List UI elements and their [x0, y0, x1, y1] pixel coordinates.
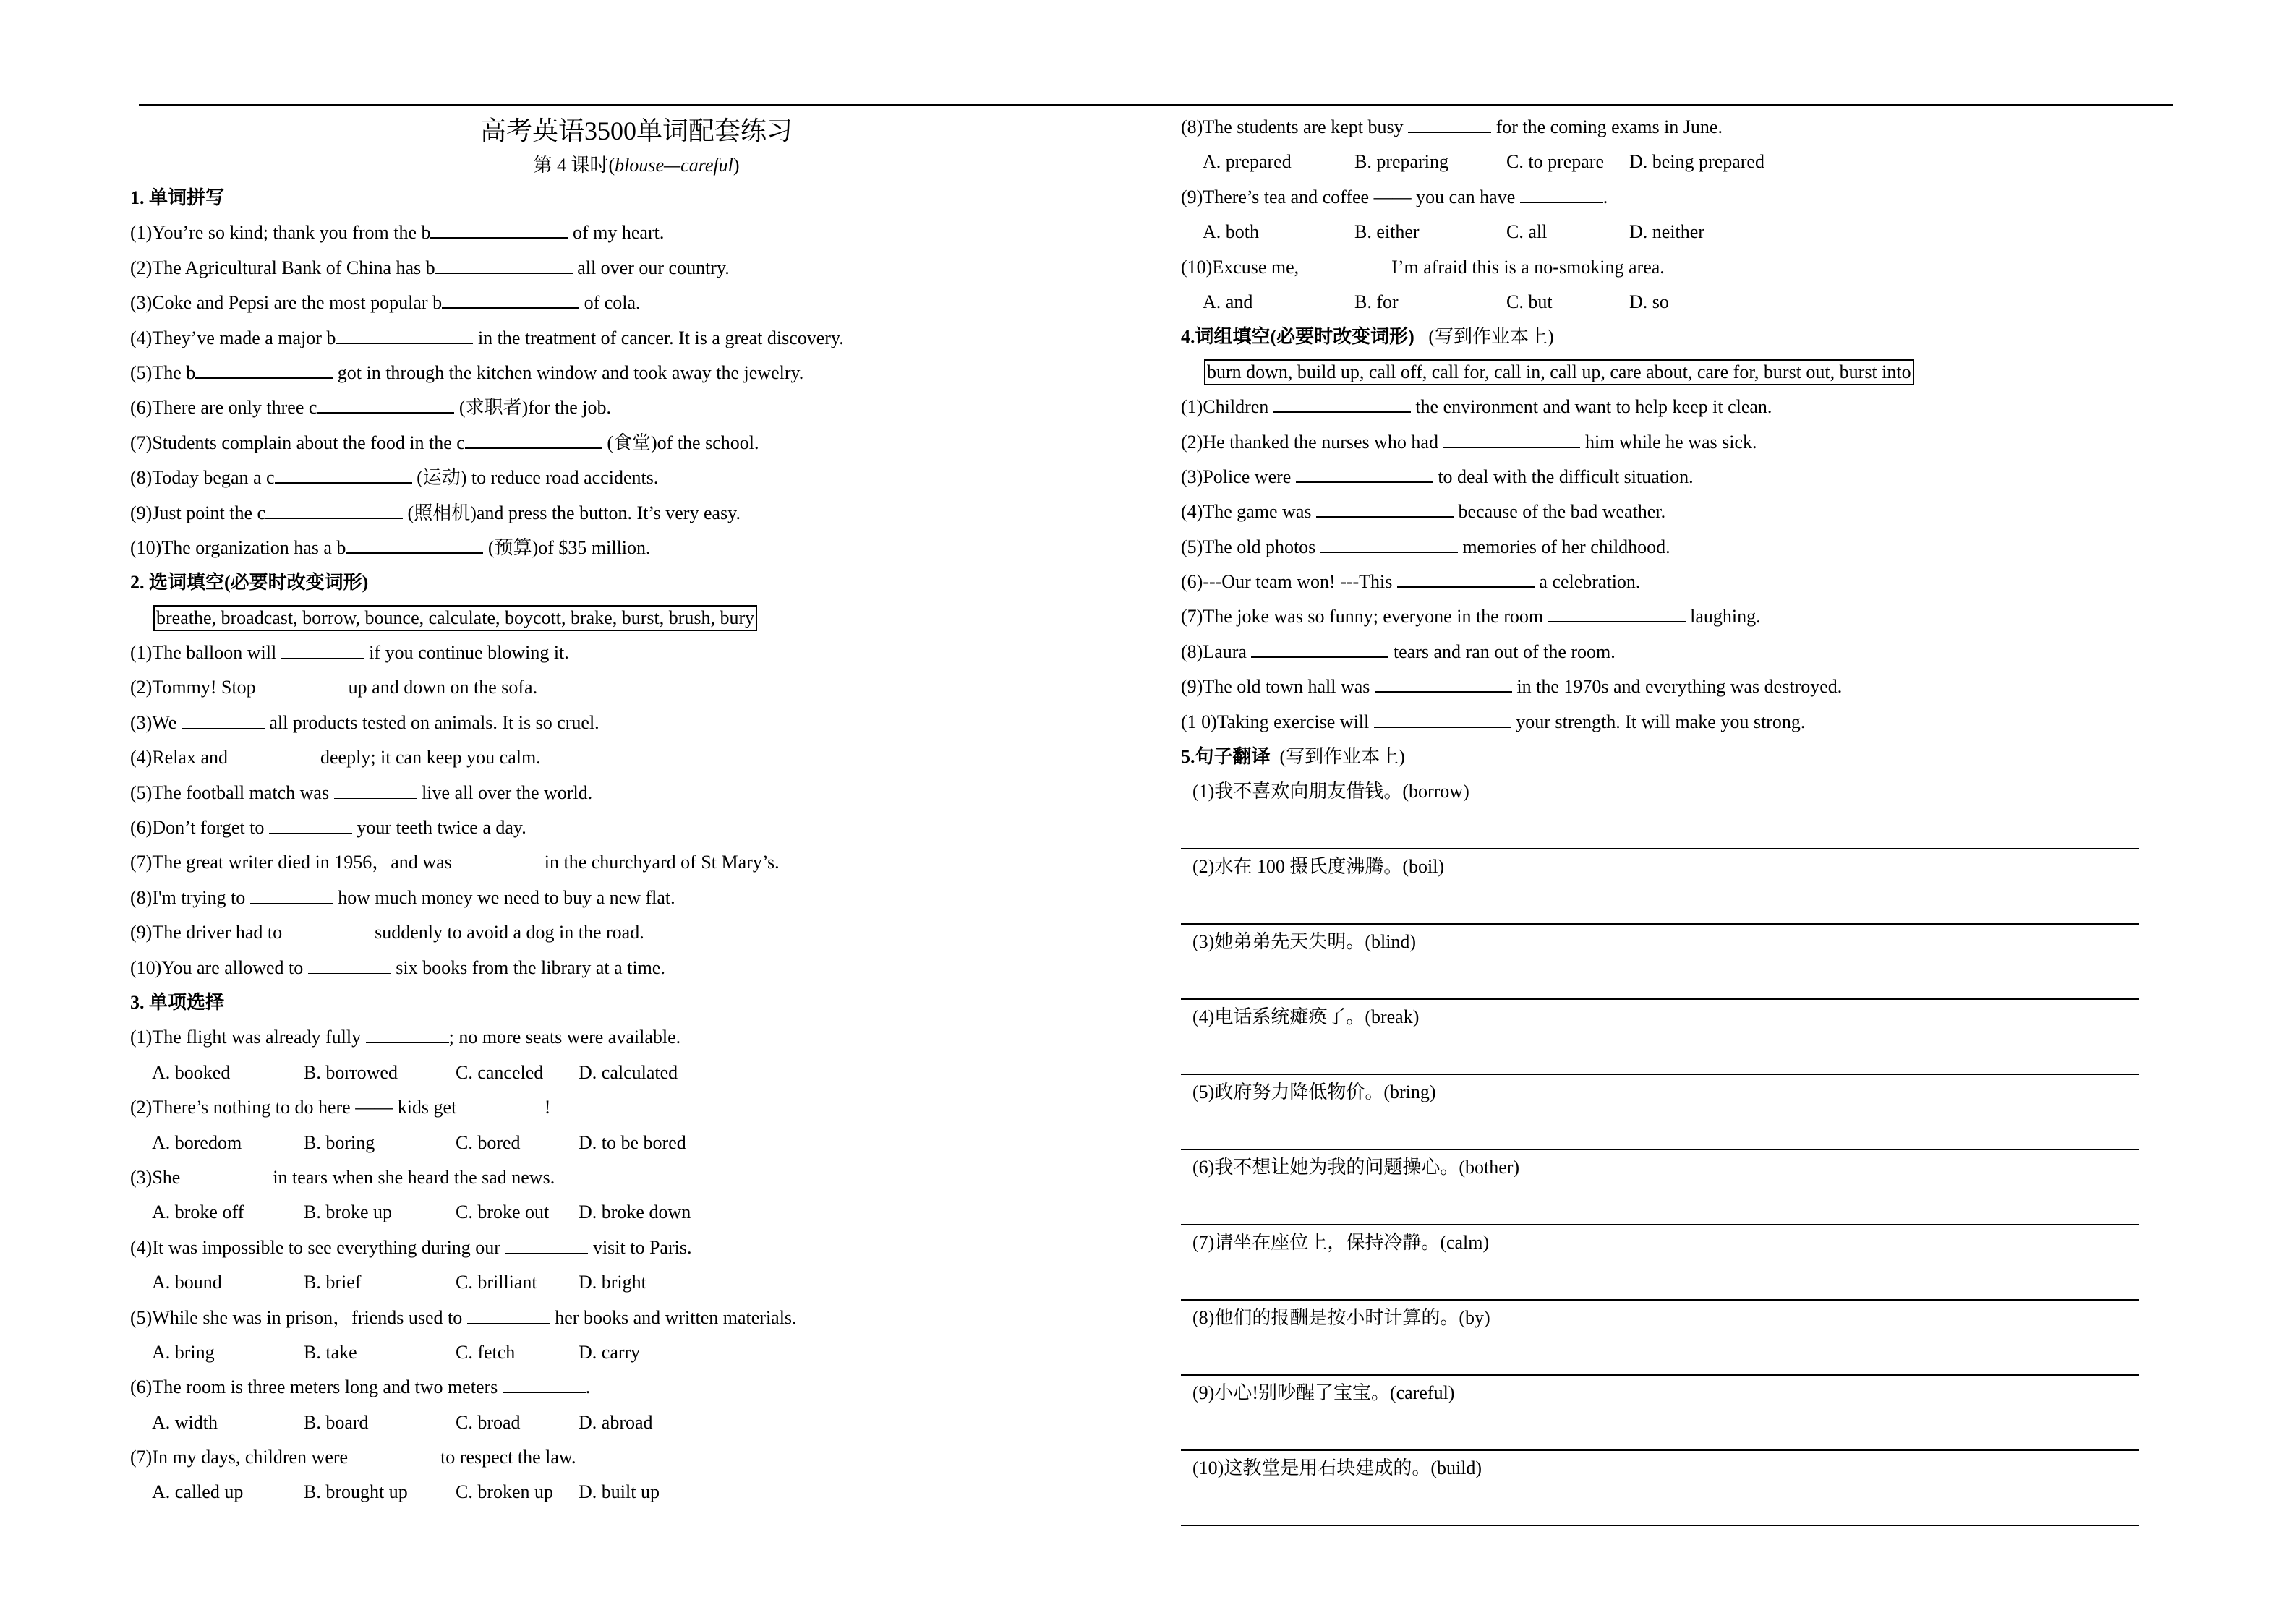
question-text: (8)Today began a c — [130, 467, 275, 489]
question-text-end: got in through the kitchen window and took away the jewelry. — [333, 361, 804, 383]
choice-option[interactable]: D. being prepared — [1629, 151, 1764, 173]
question-text-end: her books and written materials. — [550, 1306, 797, 1328]
answer-blank[interactable] — [308, 954, 391, 974]
choice-option[interactable]: B. take — [304, 1341, 357, 1363]
answer-blank[interactable] — [467, 1304, 550, 1324]
answer-blank[interactable] — [430, 218, 568, 239]
question-text: (2)The Agricultural Bank of China has b — [130, 257, 435, 278]
choice-option[interactable]: D. calculated — [579, 1061, 678, 1083]
question-text: (2)He thanked the nurses who had — [1181, 431, 1443, 453]
choice-question — [1181, 110, 2150, 145]
choice-option[interactable]: A. and — [1203, 291, 1253, 312]
choice-question — [130, 1230, 1143, 1265]
word-fill-question — [130, 881, 1143, 915]
question-text: (10)You are allowed to — [130, 956, 308, 978]
question-text: (7)Students complain about the food in the c — [130, 432, 465, 453]
word-fill-question — [130, 740, 1143, 775]
question-text: (2)There’s nothing to do here —— kids get — [130, 1097, 461, 1118]
choice-option[interactable]: D. carry — [579, 1341, 641, 1363]
choice-question — [130, 1440, 1143, 1475]
translation-prompt: (7)请坐在座位上，保持冷静。(calm) — [1192, 1232, 1490, 1254]
right-column — [1181, 110, 2150, 1526]
section-heading-choice: 3. 单项选择 — [130, 991, 225, 1013]
spelling-question — [130, 286, 1143, 320]
answer-blank[interactable] — [185, 1164, 268, 1183]
question-text-end: live all over the world. — [417, 781, 593, 803]
phrase-bank-box: burn down, build up, call off, call for, call in, call up, care about, care for, burst out, burst into — [1204, 359, 1914, 385]
question-text-end: (照相机)and press the button. It’s very easy. — [403, 502, 741, 523]
choice-option[interactable]: B. borrowed — [304, 1061, 398, 1083]
spelling-question — [130, 496, 1143, 531]
question-text: (7)In my days, children were — [130, 1447, 353, 1468]
choice-options — [1181, 285, 2150, 320]
answer-blank[interactable] — [1251, 638, 1388, 658]
question-text: (6)The room is three meters long and two meters — [130, 1376, 503, 1398]
choice-option[interactable]: A. bring — [152, 1341, 215, 1363]
answer-blank[interactable] — [1304, 254, 1387, 273]
answer-blank[interactable] — [346, 534, 483, 554]
question-text-end: him while he was sick. — [1580, 431, 1757, 453]
choice-option[interactable]: D. bright — [579, 1272, 646, 1293]
section-heading-spelling: 1. 单词拼写 — [130, 187, 225, 208]
answer-blank[interactable] — [281, 639, 364, 659]
translation-answer-line[interactable] — [1181, 1410, 2139, 1451]
question-text-end: because of the bad weather. — [1453, 501, 1666, 523]
word-fill-question — [130, 635, 1143, 670]
translation-answer-line[interactable] — [1181, 884, 2139, 925]
translation-heading-text: 5.句子翻译 — [1181, 746, 1271, 768]
top-rule — [139, 104, 2173, 106]
question-text: (5)The football match was — [130, 781, 334, 803]
choice-question — [130, 1301, 1143, 1335]
answer-blank[interactable] — [1316, 497, 1454, 518]
translation-prompt: (5)政府努力降低物价。(bring) — [1192, 1082, 1436, 1103]
translation-prompt: (2)水在 100 摄氏度沸腾。(boil) — [1192, 856, 1445, 878]
question-text-end: visit to Paris. — [588, 1236, 692, 1258]
phrase-bank-row — [1181, 355, 2150, 390]
subtitle-prefix: 第 4 课时( — [533, 155, 615, 176]
choice-option[interactable]: C. broken up — [456, 1481, 554, 1503]
question-text-end: laughing. — [1685, 606, 1761, 628]
translation-prompt: (4)电话系统瘫痪了。(break) — [1192, 1006, 1420, 1028]
choice-options — [130, 1195, 1143, 1230]
phrase-fill-question — [1181, 530, 2150, 565]
left-column — [130, 108, 1143, 1510]
choice-options — [130, 1335, 1143, 1370]
question-text: (8)The students are kept busy — [1181, 116, 1409, 137]
question-text-end: I’m afraid this is a no-smoking area. — [1386, 256, 1665, 278]
phrase-fill-question — [1181, 390, 2150, 424]
translation-prompt: (9)小心!别吵醒了宝宝。(careful) — [1192, 1382, 1455, 1404]
phrase-heading-text: 4.词组填空(必要时改变词形) — [1181, 326, 1414, 348]
question-text-end: of my heart. — [568, 222, 665, 244]
subtitle-words: blouse—careful — [615, 155, 733, 176]
answer-blank[interactable] — [195, 359, 333, 379]
answer-blank[interactable] — [317, 393, 454, 414]
question-text-end: if you continue blowing it. — [364, 642, 569, 664]
choice-options — [1181, 145, 2150, 179]
answer-blank[interactable] — [366, 1024, 449, 1043]
word-fill-question — [130, 845, 1143, 880]
phrase-fill-question — [1181, 705, 2150, 740]
answer-blank[interactable] — [182, 709, 265, 729]
question-text-end: in the churchyard of St Mary’s. — [539, 852, 780, 873]
question-text-end: (运动) to reduce road accidents. — [411, 467, 659, 489]
answer-blank[interactable] — [1320, 533, 1458, 553]
spelling-question — [130, 356, 1143, 390]
choice-options — [130, 1475, 1143, 1509]
question-text-end: the environment and want to help keep it clean. — [1410, 396, 1772, 418]
choice-option[interactable]: C. brilliant — [456, 1272, 537, 1293]
question-text: (1)The balloon will — [130, 642, 281, 664]
question-text: (4)Relax and — [130, 747, 233, 768]
question-text: (3)She — [130, 1166, 185, 1188]
phrase-fill-question — [1181, 460, 2150, 494]
question-text: (9)Just point the c — [130, 502, 266, 523]
word-fill-question — [130, 951, 1143, 985]
word-fill-question — [130, 776, 1143, 810]
answer-blank[interactable] — [461, 1094, 545, 1113]
question-text-end: up and down on the sofa. — [343, 677, 538, 698]
section-heading-phrase-fill — [1181, 320, 2150, 354]
question-text: (9)The driver had to — [130, 922, 287, 943]
answer-blank[interactable] — [269, 814, 352, 834]
question-text: (3)Coke and Pepsi are the most popular b — [130, 292, 443, 314]
answer-blank[interactable] — [353, 1444, 436, 1463]
word-fill-question — [130, 670, 1143, 705]
choice-option[interactable]: C. all — [1506, 221, 1548, 243]
choice-options — [1181, 215, 2150, 249]
phrase-fill-question — [1181, 635, 2150, 669]
choice-option[interactable]: B. board — [304, 1411, 369, 1433]
section-heading-translation — [1181, 740, 2150, 774]
choice-question — [130, 1370, 1143, 1405]
translation-prompt: (10)这教堂是用石块建成的。(build) — [1192, 1457, 1482, 1479]
phrase-fill-question — [1181, 425, 2150, 460]
question-text: (4)It was impossible to see everything during our — [130, 1236, 505, 1258]
choice-question — [1181, 180, 2150, 215]
spelling-question — [130, 251, 1143, 286]
question-text-end: in tears when she heard the sad news. — [268, 1166, 555, 1188]
choice-option[interactable]: A. both — [1203, 221, 1259, 243]
question-text: (9)There’s tea and coffee —— you can have — [1181, 186, 1520, 207]
section-heading-word-fill: 2. 选词填空(必要时改变词形) — [130, 572, 369, 594]
question-text-end: deeply; it can keep you calm. — [315, 747, 541, 768]
question-text-end: ! — [544, 1097, 551, 1118]
choice-option[interactable]: A. prepared — [1203, 151, 1292, 173]
choice-option[interactable]: B. brought up — [304, 1481, 408, 1503]
answer-blank[interactable] — [287, 919, 370, 938]
question-text-end: . — [585, 1376, 591, 1398]
answer-blank[interactable] — [1397, 568, 1535, 588]
choice-options — [130, 1126, 1143, 1160]
choice-option[interactable]: A. bound — [152, 1272, 222, 1293]
translation-prompt: (6)我不想让她为我的问题操心。(bother) — [1192, 1157, 1520, 1178]
translation-heading-note: (写到作业本上) — [1279, 746, 1405, 768]
question-text: (5)The b — [130, 361, 196, 383]
choice-question — [130, 1160, 1143, 1195]
answer-blank[interactable] — [456, 849, 539, 868]
question-text-end: memories of her childhood. — [1457, 536, 1670, 557]
phrase-fill-question — [1181, 599, 2150, 634]
answer-blank[interactable] — [1408, 114, 1491, 133]
choice-option[interactable]: B. broke up — [304, 1202, 393, 1223]
translation-answer-line[interactable] — [1181, 1110, 2139, 1150]
translation-answer-line[interactable] — [1181, 1260, 2139, 1301]
question-text-end: tears and ran out of the room. — [1388, 641, 1616, 662]
spelling-question — [130, 321, 1143, 356]
choice-questions-left — [130, 1020, 1143, 1509]
question-text: (10)Excuse me, — [1181, 256, 1304, 278]
phrase-fill-questions — [1181, 390, 2150, 740]
question-text: (7)The joke was so funny; everyone in the room — [1181, 606, 1548, 628]
question-text-end: to deal with the difficult situation. — [1433, 466, 1694, 487]
question-text-end: six books from the library at a time. — [391, 956, 665, 978]
choice-option[interactable]: C. but — [1506, 291, 1553, 312]
question-text-end: in the 1970s and everything was destroyed. — [1511, 676, 1843, 698]
choice-option[interactable]: D. built up — [579, 1481, 660, 1503]
choice-question — [130, 1090, 1143, 1125]
question-text: (5)While she was in prison，friends used to — [130, 1306, 467, 1328]
answer-blank[interactable] — [505, 1234, 588, 1254]
answer-blank[interactable] — [442, 288, 579, 309]
word-fill-question — [130, 706, 1143, 740]
word-bank-row — [130, 601, 1143, 635]
translation-prompt: (1)我不喜欢向朋友借钱。(borrow) — [1192, 781, 1469, 802]
choice-option[interactable]: C. canceled — [456, 1061, 544, 1083]
translation-answer-line[interactable] — [1181, 959, 2139, 1000]
question-text: (4)They’ve made a major b — [130, 327, 336, 348]
question-text-end: suddenly to avoid a dog in the road. — [370, 922, 644, 943]
question-text-end: (食堂)of the school. — [602, 432, 759, 453]
choice-option[interactable]: D. to be bored — [579, 1131, 686, 1153]
choice-option[interactable]: A. width — [152, 1411, 218, 1433]
question-text-end: your teeth twice a day. — [351, 817, 526, 839]
spelling-question — [130, 390, 1143, 425]
choice-options — [130, 1405, 1143, 1440]
choice-option[interactable]: B. preparing — [1354, 151, 1448, 173]
question-text-end: ; no more seats were available. — [448, 1027, 681, 1048]
spelling-question — [130, 461, 1143, 495]
question-text-end: in the treatment of cancer. It is a great discovery. — [473, 327, 844, 348]
choice-option[interactable]: C. fetch — [456, 1341, 516, 1363]
question-text-end: your strength. It will make you strong. — [1511, 711, 1806, 732]
question-text: (1 0)Taking exercise will — [1181, 711, 1374, 732]
question-text: (10)The organization has a b — [130, 536, 346, 558]
choice-option[interactable]: C. bored — [456, 1131, 521, 1153]
question-text-end: all over our country. — [572, 257, 730, 278]
page-title: 高考英语3500单词配套练习 — [479, 116, 793, 145]
choice-option[interactable]: B. brief — [304, 1272, 362, 1293]
spelling-question — [130, 426, 1143, 461]
word-fill-question — [130, 915, 1143, 950]
choice-option[interactable]: B. boring — [304, 1131, 375, 1153]
answer-blank[interactable] — [1296, 463, 1433, 483]
question-text-end: (求职者)for the job. — [454, 397, 612, 419]
spelling-question — [130, 215, 1143, 250]
answer-blank[interactable] — [1375, 672, 1512, 693]
answer-blank[interactable] — [435, 254, 573, 274]
translation-prompt: (3)她弟弟先天失明。(blind) — [1192, 931, 1417, 953]
choice-option[interactable]: B. for — [1354, 291, 1399, 312]
question-text-end: (预算)of $35 million. — [483, 536, 651, 558]
answer-blank[interactable] — [465, 429, 602, 449]
choice-question — [1181, 250, 2150, 285]
answer-blank[interactable] — [250, 884, 333, 904]
phrase-fill-question — [1181, 494, 2150, 529]
question-text: (1)You’re so kind; thank you from the b — [130, 222, 431, 244]
question-text-end: to respect the law. — [435, 1447, 576, 1468]
phrase-fill-question — [1181, 565, 2150, 599]
question-text: (2)Tommy! Stop — [130, 677, 261, 698]
choice-question — [130, 1020, 1143, 1055]
choice-option[interactable]: D. neither — [1629, 221, 1704, 243]
choice-option[interactable]: C. broke out — [456, 1202, 550, 1223]
question-text-end: . — [1602, 186, 1608, 207]
translation-answer-line[interactable] — [1181, 1335, 2139, 1376]
phrase-fill-question — [1181, 669, 2150, 704]
question-text: (6)Don’t forget to — [130, 817, 269, 839]
question-text-end: how much money we need to buy a new flat. — [333, 886, 675, 908]
word-fill-question — [130, 810, 1143, 845]
answer-blank[interactable] — [1443, 428, 1580, 448]
question-text-end: all products tested on animals. It is so cruel. — [264, 711, 599, 733]
spelling-questions — [130, 215, 1143, 565]
answer-blank[interactable] — [336, 324, 473, 344]
choice-option[interactable]: A. booked — [152, 1061, 231, 1083]
question-text-end: of cola. — [579, 292, 641, 314]
answer-blank[interactable] — [1520, 184, 1603, 203]
choice-questions-right — [1181, 110, 2150, 320]
question-text: (1)Children — [1181, 396, 1273, 418]
question-text: (3)Police were — [1181, 466, 1296, 487]
word-bank-box: breathe, broadcast, borrow, bounce, calculate, boycott, brake, burst, brush, bury — [153, 605, 757, 631]
subtitle-suffix: ) — [733, 155, 740, 176]
question-text: (9)The old town hall was — [1181, 676, 1375, 698]
word-fill-questions — [130, 635, 1143, 985]
translation-prompt: (8)他们的报酬是按小时计算的。(by) — [1192, 1307, 1490, 1329]
spelling-question — [130, 531, 1143, 565]
answer-blank[interactable] — [265, 499, 403, 519]
question-text-end: for the coming exams in June. — [1491, 116, 1723, 137]
question-text: (1)The flight was already fully — [130, 1027, 366, 1048]
answer-blank[interactable] — [1548, 602, 1686, 622]
question-text: (8)I'm trying to — [130, 886, 250, 908]
answer-blank[interactable] — [233, 744, 316, 763]
choice-option[interactable]: C. broad — [456, 1411, 521, 1433]
translation-answer-line[interactable] — [1181, 1486, 2139, 1526]
choice-option[interactable]: D. abroad — [579, 1411, 653, 1433]
question-text: (8)Laura — [1181, 641, 1252, 662]
question-text: (6)There are only three c — [130, 397, 317, 419]
answer-blank[interactable] — [260, 674, 343, 693]
choice-option[interactable]: B. either — [1354, 221, 1420, 243]
choice-options — [130, 1265, 1143, 1300]
choice-option[interactable]: C. to prepare — [1506, 151, 1605, 173]
choice-options — [130, 1055, 1143, 1090]
question-text: (5)The old photos — [1181, 536, 1320, 557]
question-text: (4)The game was — [1181, 501, 1316, 523]
answer-blank[interactable] — [275, 463, 412, 484]
translation-questions — [1181, 774, 2150, 1526]
question-text: (6)---Our team won! ---This — [1181, 571, 1397, 593]
question-text: (7)The great writer died in 1956，and was — [130, 852, 457, 873]
choice-option[interactable]: D. broke down — [579, 1202, 691, 1223]
answer-blank[interactable] — [1273, 393, 1411, 413]
question-text: (3)We — [130, 711, 182, 733]
choice-option[interactable]: A. broke off — [152, 1202, 244, 1223]
answer-blank[interactable] — [334, 779, 417, 799]
question-text-end: a celebration. — [1534, 571, 1641, 593]
answer-blank[interactable] — [1374, 708, 1511, 728]
answer-blank[interactable] — [503, 1374, 586, 1393]
translation-answer-line[interactable] — [1181, 1185, 2139, 1225]
choice-option[interactable]: D. so — [1629, 291, 1669, 312]
choice-option[interactable]: A. called up — [152, 1481, 244, 1503]
translation-answer-line[interactable] — [1181, 809, 2139, 849]
phrase-heading-note: (写到作业本上) — [1428, 326, 1554, 348]
lesson-subtitle — [130, 150, 1143, 181]
translation-answer-line[interactable] — [1181, 1035, 2139, 1075]
choice-option[interactable]: A. boredom — [152, 1131, 242, 1153]
